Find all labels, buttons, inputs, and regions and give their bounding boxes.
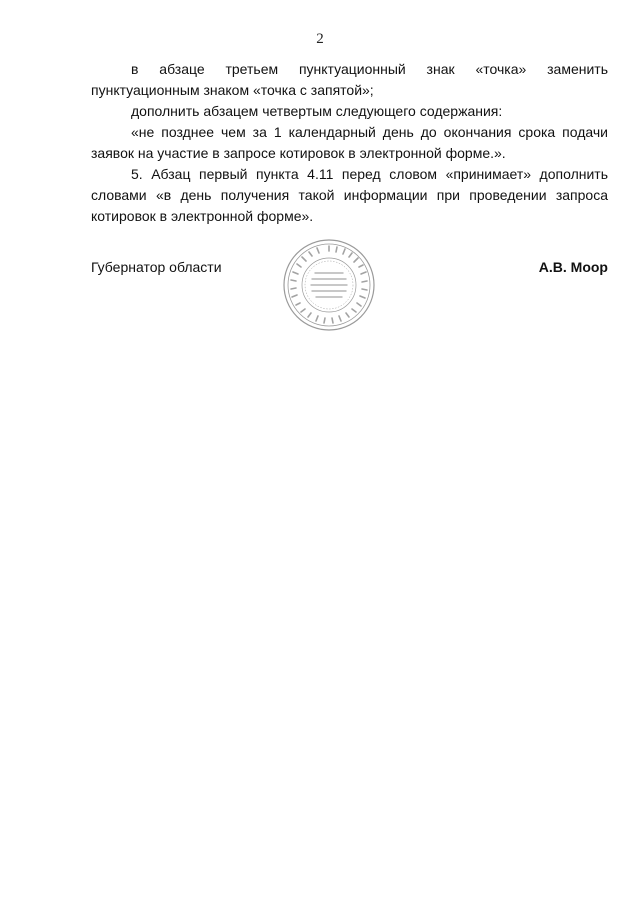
paragraph-replace-punctuation: в абзаце третьем пунктуационный знак «точка» заменить пунктуационным знаком «точка с запятой»; xyxy=(91,61,608,98)
page-number: 2 xyxy=(316,31,324,47)
paragraph-add-fourth: дополнить абзацем четвертым следующего содержания: xyxy=(131,103,503,119)
signer-title: Губернатор области xyxy=(91,259,222,275)
document-body xyxy=(91,59,608,227)
signer-name: А.В. Моор xyxy=(538,259,608,275)
paragraph-item-5: 5. Абзац первый пункта 4.11 перед словом «принимает» дополнить словами «в день получения такой информации при проведении запроса котировок в электронной форме». xyxy=(91,166,608,224)
official-seal-icon xyxy=(282,237,376,333)
paragraph-quoted-text: «не позднее чем за 1 календарный день до окончания срока подачи заявок на участие в запросе котировок в электронной форме.». xyxy=(91,124,608,161)
